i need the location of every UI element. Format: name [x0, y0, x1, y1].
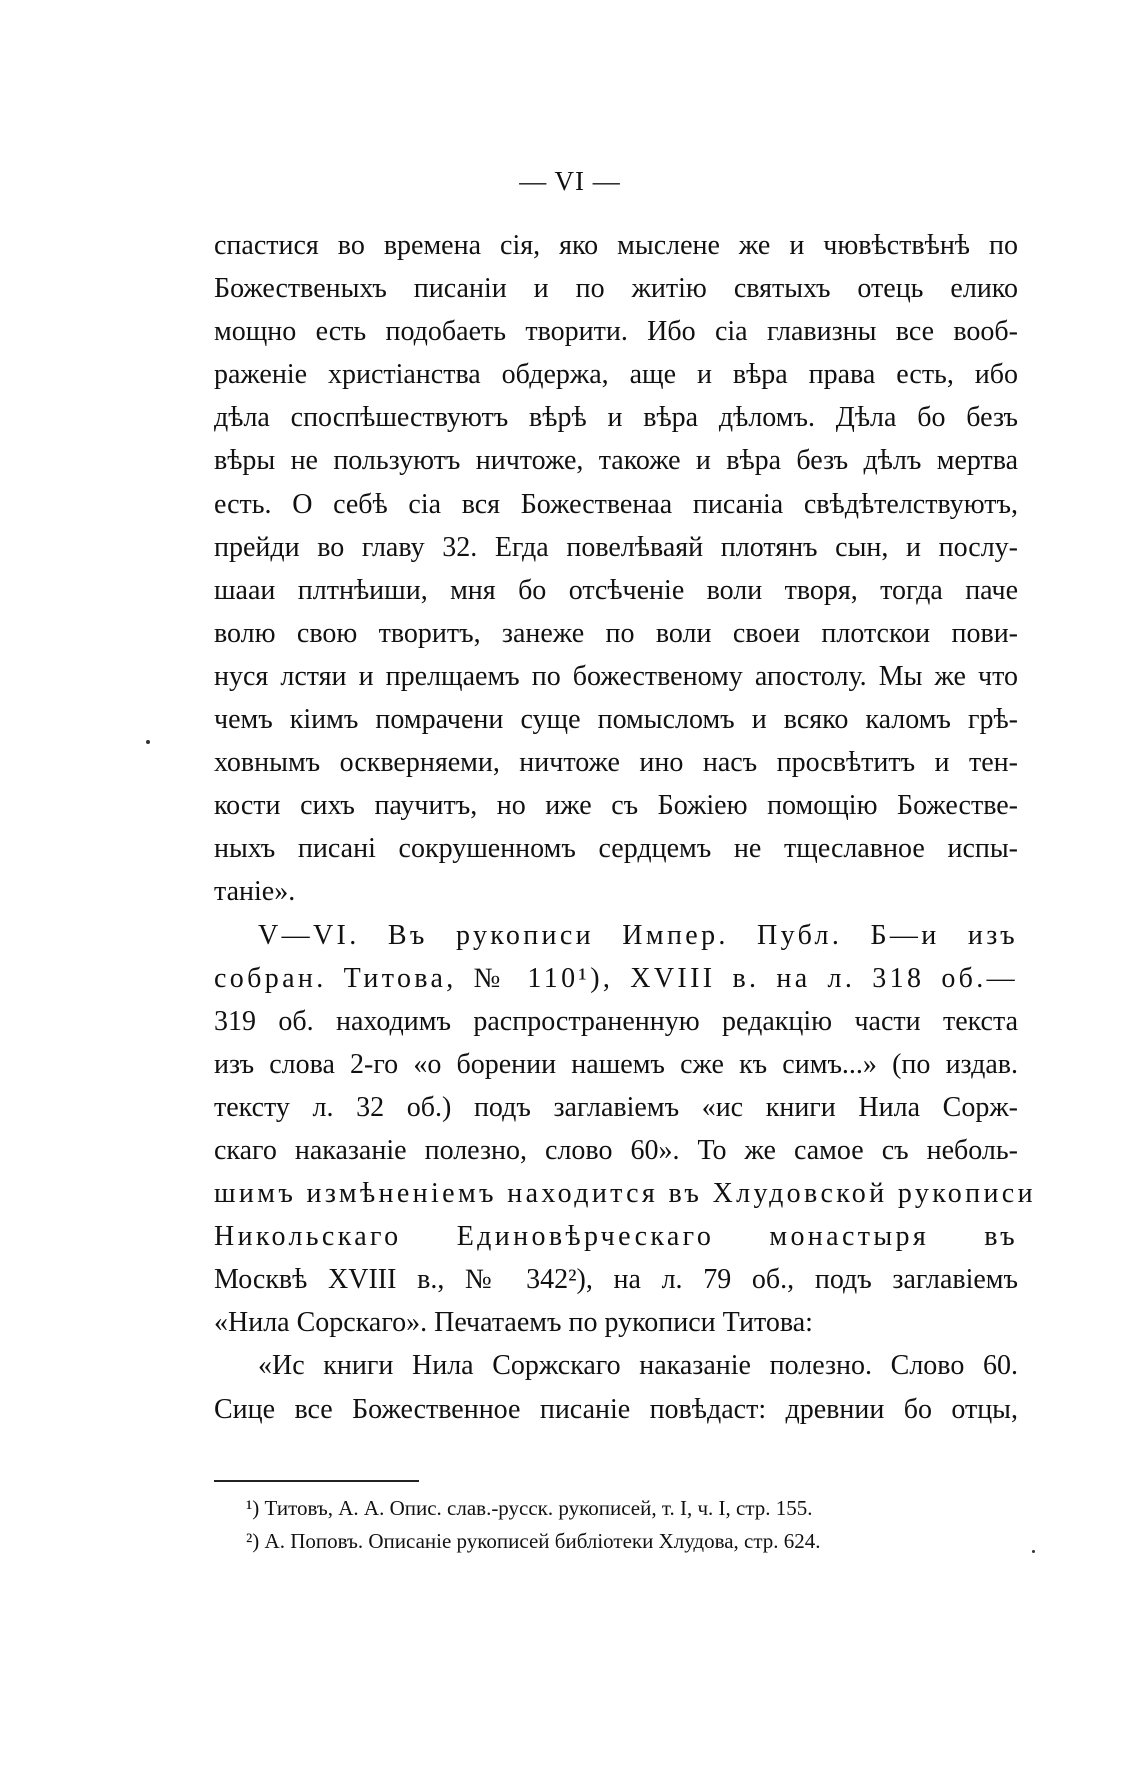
text-line: спастися во времена сія, яко мыслене же и чювѣствѣнѣ по — [214, 230, 1018, 261]
footnotes — [246, 1492, 1006, 1558]
footnote-1: ¹) Титовъ, А. А. Опис. слав.-русск. рукописей, т. I, ч. I, стр. 155. — [246, 1496, 813, 1520]
margin-speck — [146, 740, 150, 744]
text-line: шааи плтнѣиши, мня бо отсѣченіе воли творя, тогда паче — [214, 574, 1018, 606]
text-line: скаго наказаніе полезно, слово 60». То же самое съ неболь- — [214, 1134, 1018, 1166]
text-line: вѣры не пользуютъ ничтоже, такоже и вѣра безъ дѣлъ мертва — [214, 445, 1018, 477]
text-line: есть. О себѣ сіа вся Божественаа писаніа свѣдѣтелствуютъ, — [214, 488, 1018, 520]
text-line: Божественыхъ писаніи и по житію святыхъ отець елико — [214, 273, 1018, 305]
text-line: ховнымъ оскверняеми, ничтоже ино насъ просвѣтитъ и тен- — [214, 747, 1018, 779]
text-line: Москвѣ XVIII в., № 342²), на л. 79 об., подъ заглавіемъ — [214, 1264, 1018, 1296]
text-line: волю свою творитъ, занеже по воли своеи плотскои пови- — [214, 617, 1018, 649]
margin-speck — [1032, 1550, 1035, 1553]
text-line: нуся лстяи и прелщаемъ по божественому апостолу. Мы же что — [214, 660, 1018, 692]
page-number-header: — VI — — [519, 166, 621, 196]
text-line: дѣла споспѣшествуютъ вѣрѣ и вѣра дѣломъ. Дѣла бо безъ — [214, 402, 1018, 434]
text-line: 319 об. находимъ распространенную редакцію части текста — [214, 1005, 1018, 1037]
text-line: шимъ измѣненіемъ находится въ Хлудовской рукописи — [214, 1178, 1036, 1210]
text-line: ныхъ писані сокрушенномъ сердцемъ не тщеславное испы- — [214, 833, 1018, 865]
text-line: кости сихъ паучитъ, но иже съ Божіею помощію Божестве- — [214, 790, 1018, 822]
text-line: таніе». — [214, 876, 296, 908]
text-line: чемъ кіимъ помрачени суще помысломъ и всяко каломъ грѣ- — [214, 704, 1018, 736]
text-line: раженіе христіанства обдержа, аще и вѣра права есть, ибо — [214, 359, 1018, 391]
text-line: прейди во главу 32. Егда повелѣваяй плотянъ сын, и послу- — [214, 531, 1018, 563]
text-line: V—VI. Въ рукописи Импер. Публ. Б—и изъ — [258, 919, 1018, 951]
text-line: «Ис книги Нила Соржскаго наказаніе полезно. Слово 60. — [258, 1350, 1018, 1382]
text-line: мощно есть подобаеть творити. Ибо сіа главизны все вооб- — [214, 316, 1018, 348]
main-text — [214, 224, 1036, 1431]
text-line: тексту л. 32 об.) подъ заглавіемъ «ис книги Нила Сорж- — [214, 1091, 1018, 1123]
text-line: изъ слова 2-го «о борении нашемъ сже къ симъ...» (по издав. — [214, 1048, 1018, 1080]
footnote-2: ²) А. Поповъ. Описаніе рукописей библіотеки Хлудова, стр. 624. — [246, 1529, 821, 1553]
text-line: Никольскаго Единовѣрческаго монастыря въ — [214, 1221, 1018, 1253]
text-line: собран. Титова, № 110¹), XVIII в. на л. 318 об.— — [214, 962, 1018, 994]
footnote-divider — [214, 1480, 419, 1482]
text-line: Сице все Божественное писаніе повѣдаст: древнии бо отцы, — [214, 1393, 1018, 1425]
text-line: «Нила Сорскаго». Печатаемъ по рукописи Титова: — [214, 1307, 813, 1339]
